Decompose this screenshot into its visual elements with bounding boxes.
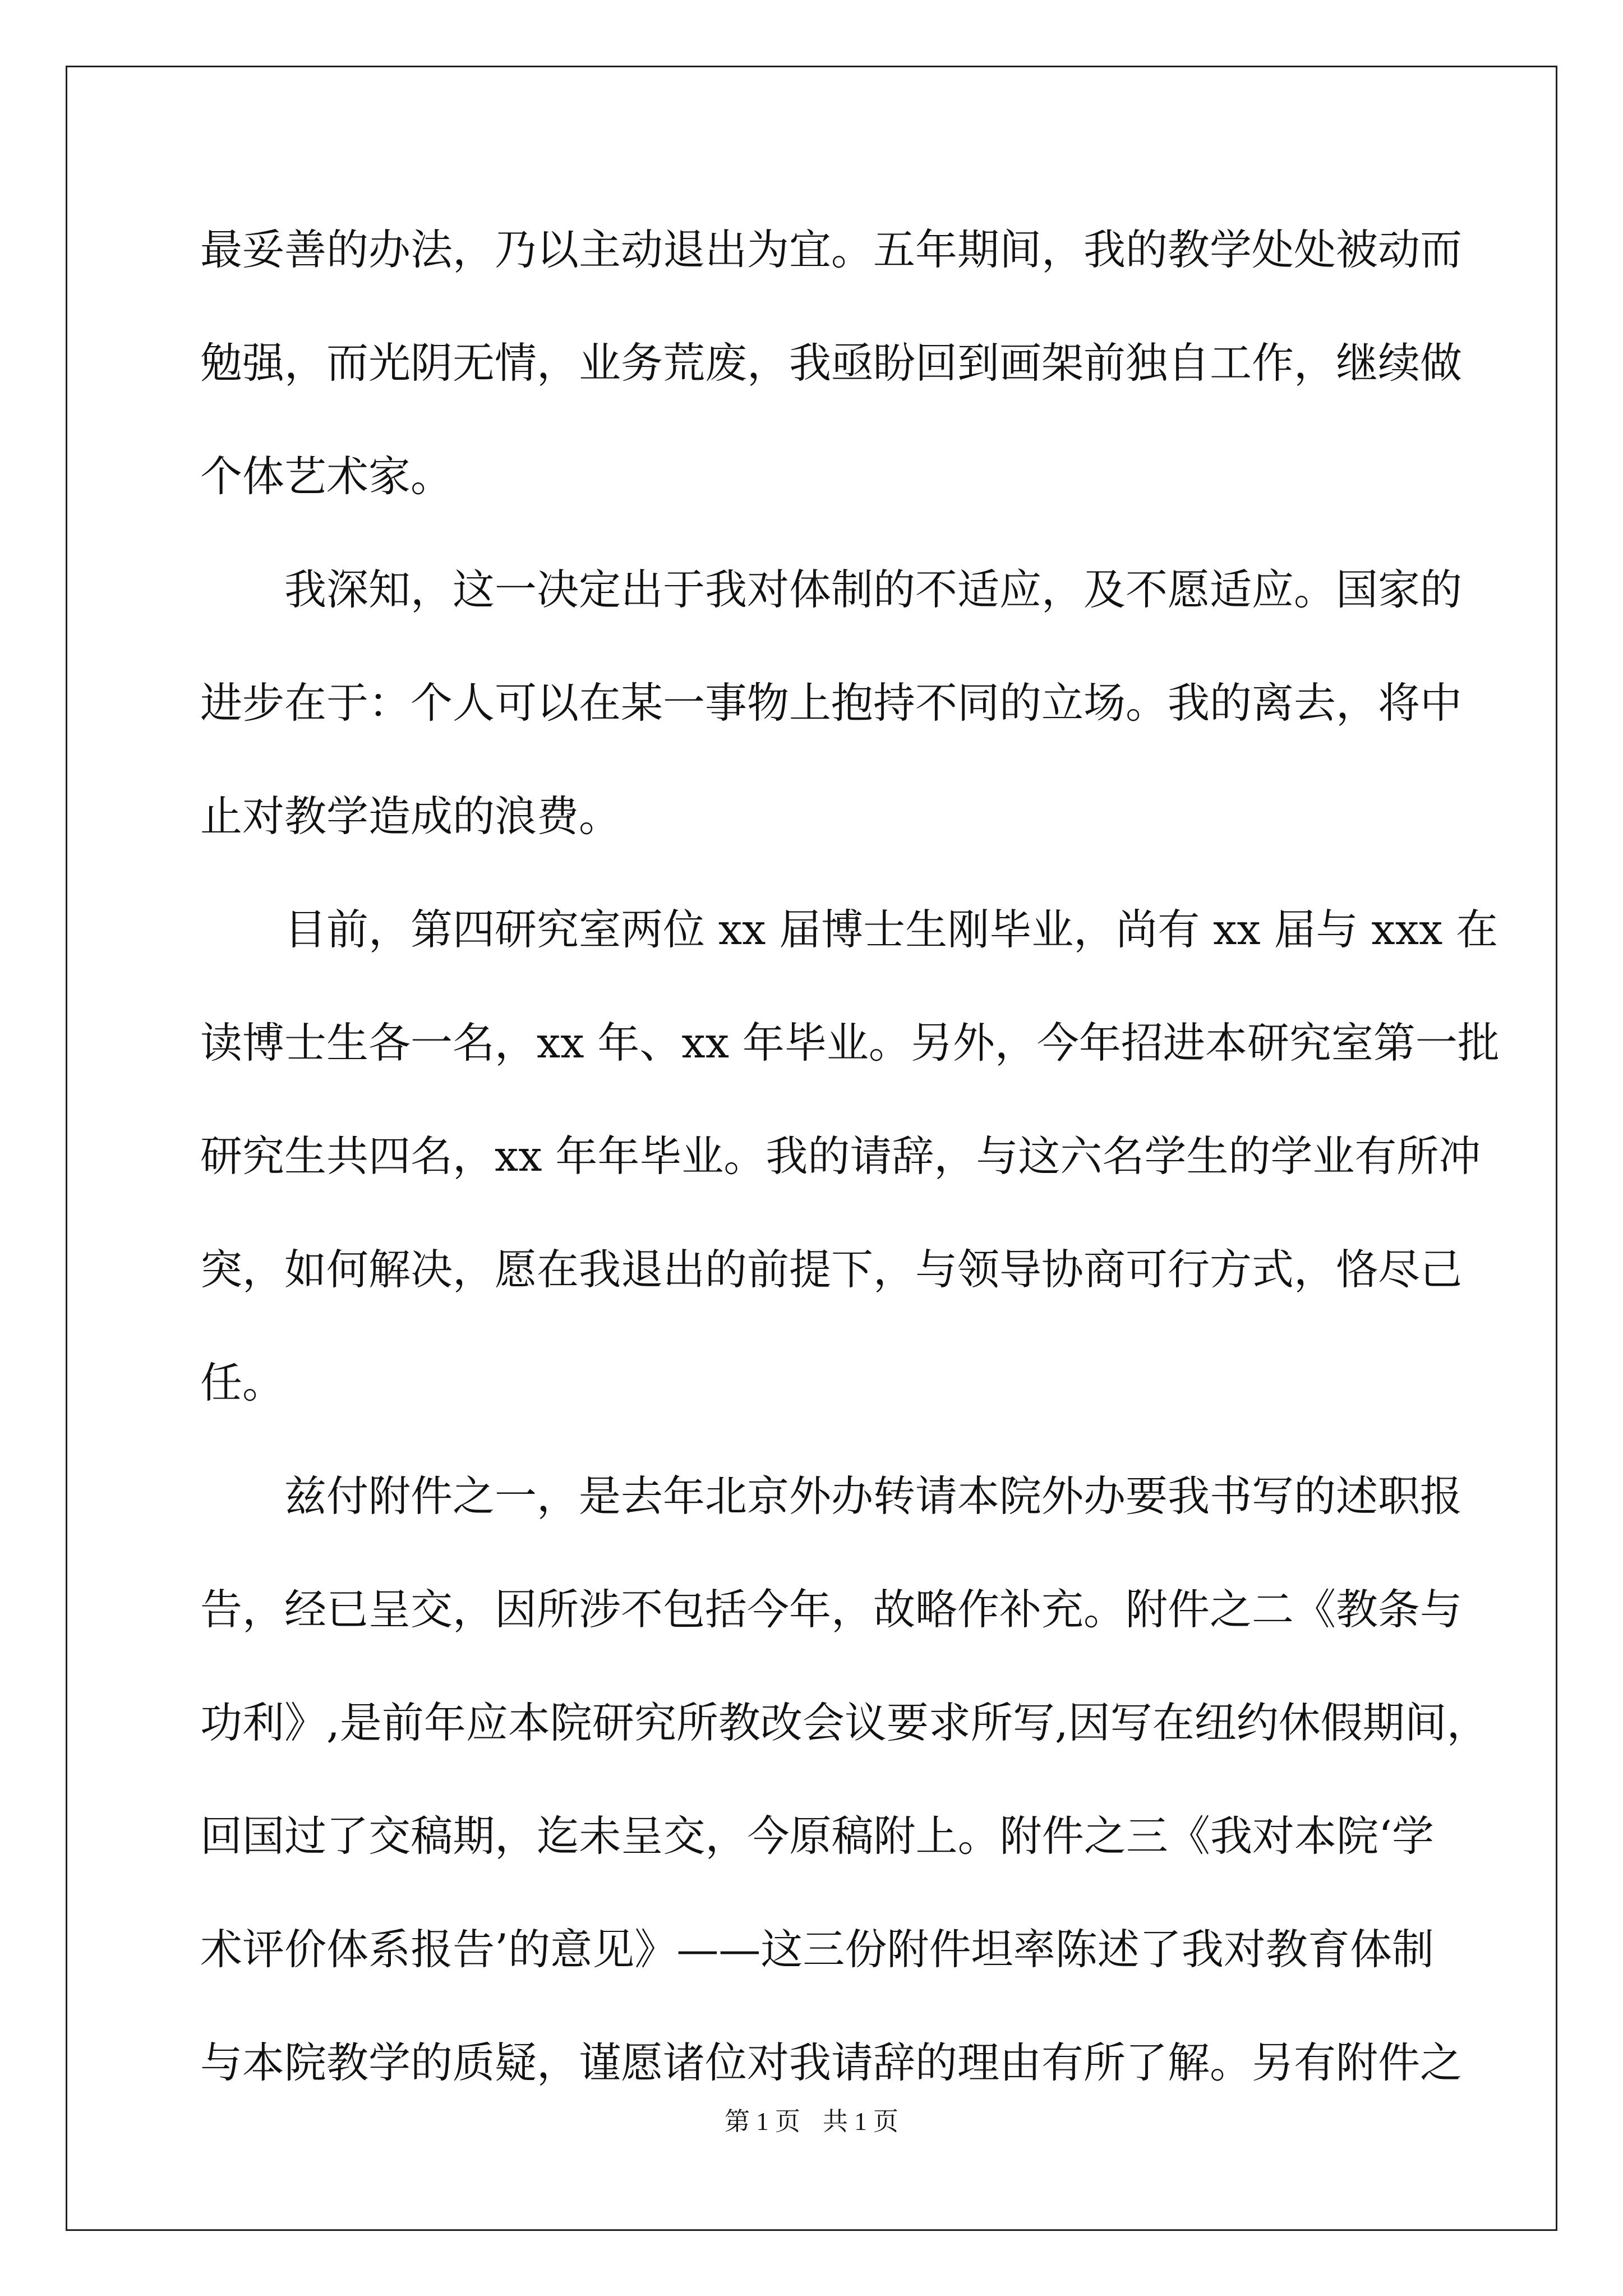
text-line: 突，如何解决，愿在我退出的前提下，与领导协商可行方式，恪尽己 — [200, 1245, 1463, 1294]
text-line: 最妥善的办法，乃以主动退出为宜。五年期间，我的教学处处被动而 — [200, 225, 1463, 274]
text-line: 勉强，而光阴无情，业务荒废，我亟盼回到画架前独自工作，继续做 — [200, 338, 1463, 388]
text-line: 研究生共四名，xx 年年毕业。我的请辞，与这六名学生的学业有所冲 — [200, 1131, 1481, 1181]
text-line: 个体艺术家。 — [200, 452, 453, 501]
page-total: 共 1 页 — [823, 2108, 899, 2136]
text-line: 术评价体系报告’的意见》——这三份附件坦率陈述了我对教育体制 — [200, 1925, 1434, 1974]
text-line: 回国过了交稿期，迄未呈交，今原稿附上。附件之三《我对本院‘学 — [200, 1811, 1434, 1861]
text-line: 兹付附件之一，是去年北京外办转请本院外办要我书写的述职报 — [284, 1471, 1463, 1521]
text-line: 告，经已呈交，因所涉不包括今年，故略作补充。附件之二《教条与 — [200, 1585, 1463, 1634]
text-line: 读博士生各一名，xx 年、xx 年毕业。另外，今年招进本研究室第一批 — [200, 1018, 1500, 1068]
text-line: 止对教学造成的浪费。 — [200, 792, 621, 841]
page-number: 第 1 页 — [724, 2108, 800, 2136]
text-line: 我深知，这一决定出于我对体制的不适应，及不愿适应。国家的 — [284, 565, 1463, 614]
text-line: 功利》,是前年应本院研究所教改会议要求所写,因写在纽约休假期间， — [200, 1698, 1489, 1747]
document-body — [200, 219, 1500, 2145]
text-line: 进步在于：个人可以在某一事物上抱持不同的立场。我的离去，将中 — [200, 678, 1463, 728]
text-line: 与本院教学的质疑，谨愿诸位对我请辞的理由有所了解。另有附件之 — [200, 2038, 1463, 2087]
text-line: 任。 — [200, 1358, 285, 1407]
text-line: 目前，第四研究室两位 xx 届博士生刚毕业，尚有 xx 届与 xxx 在 — [284, 905, 1498, 954]
page-footer — [0, 2105, 1623, 2138]
